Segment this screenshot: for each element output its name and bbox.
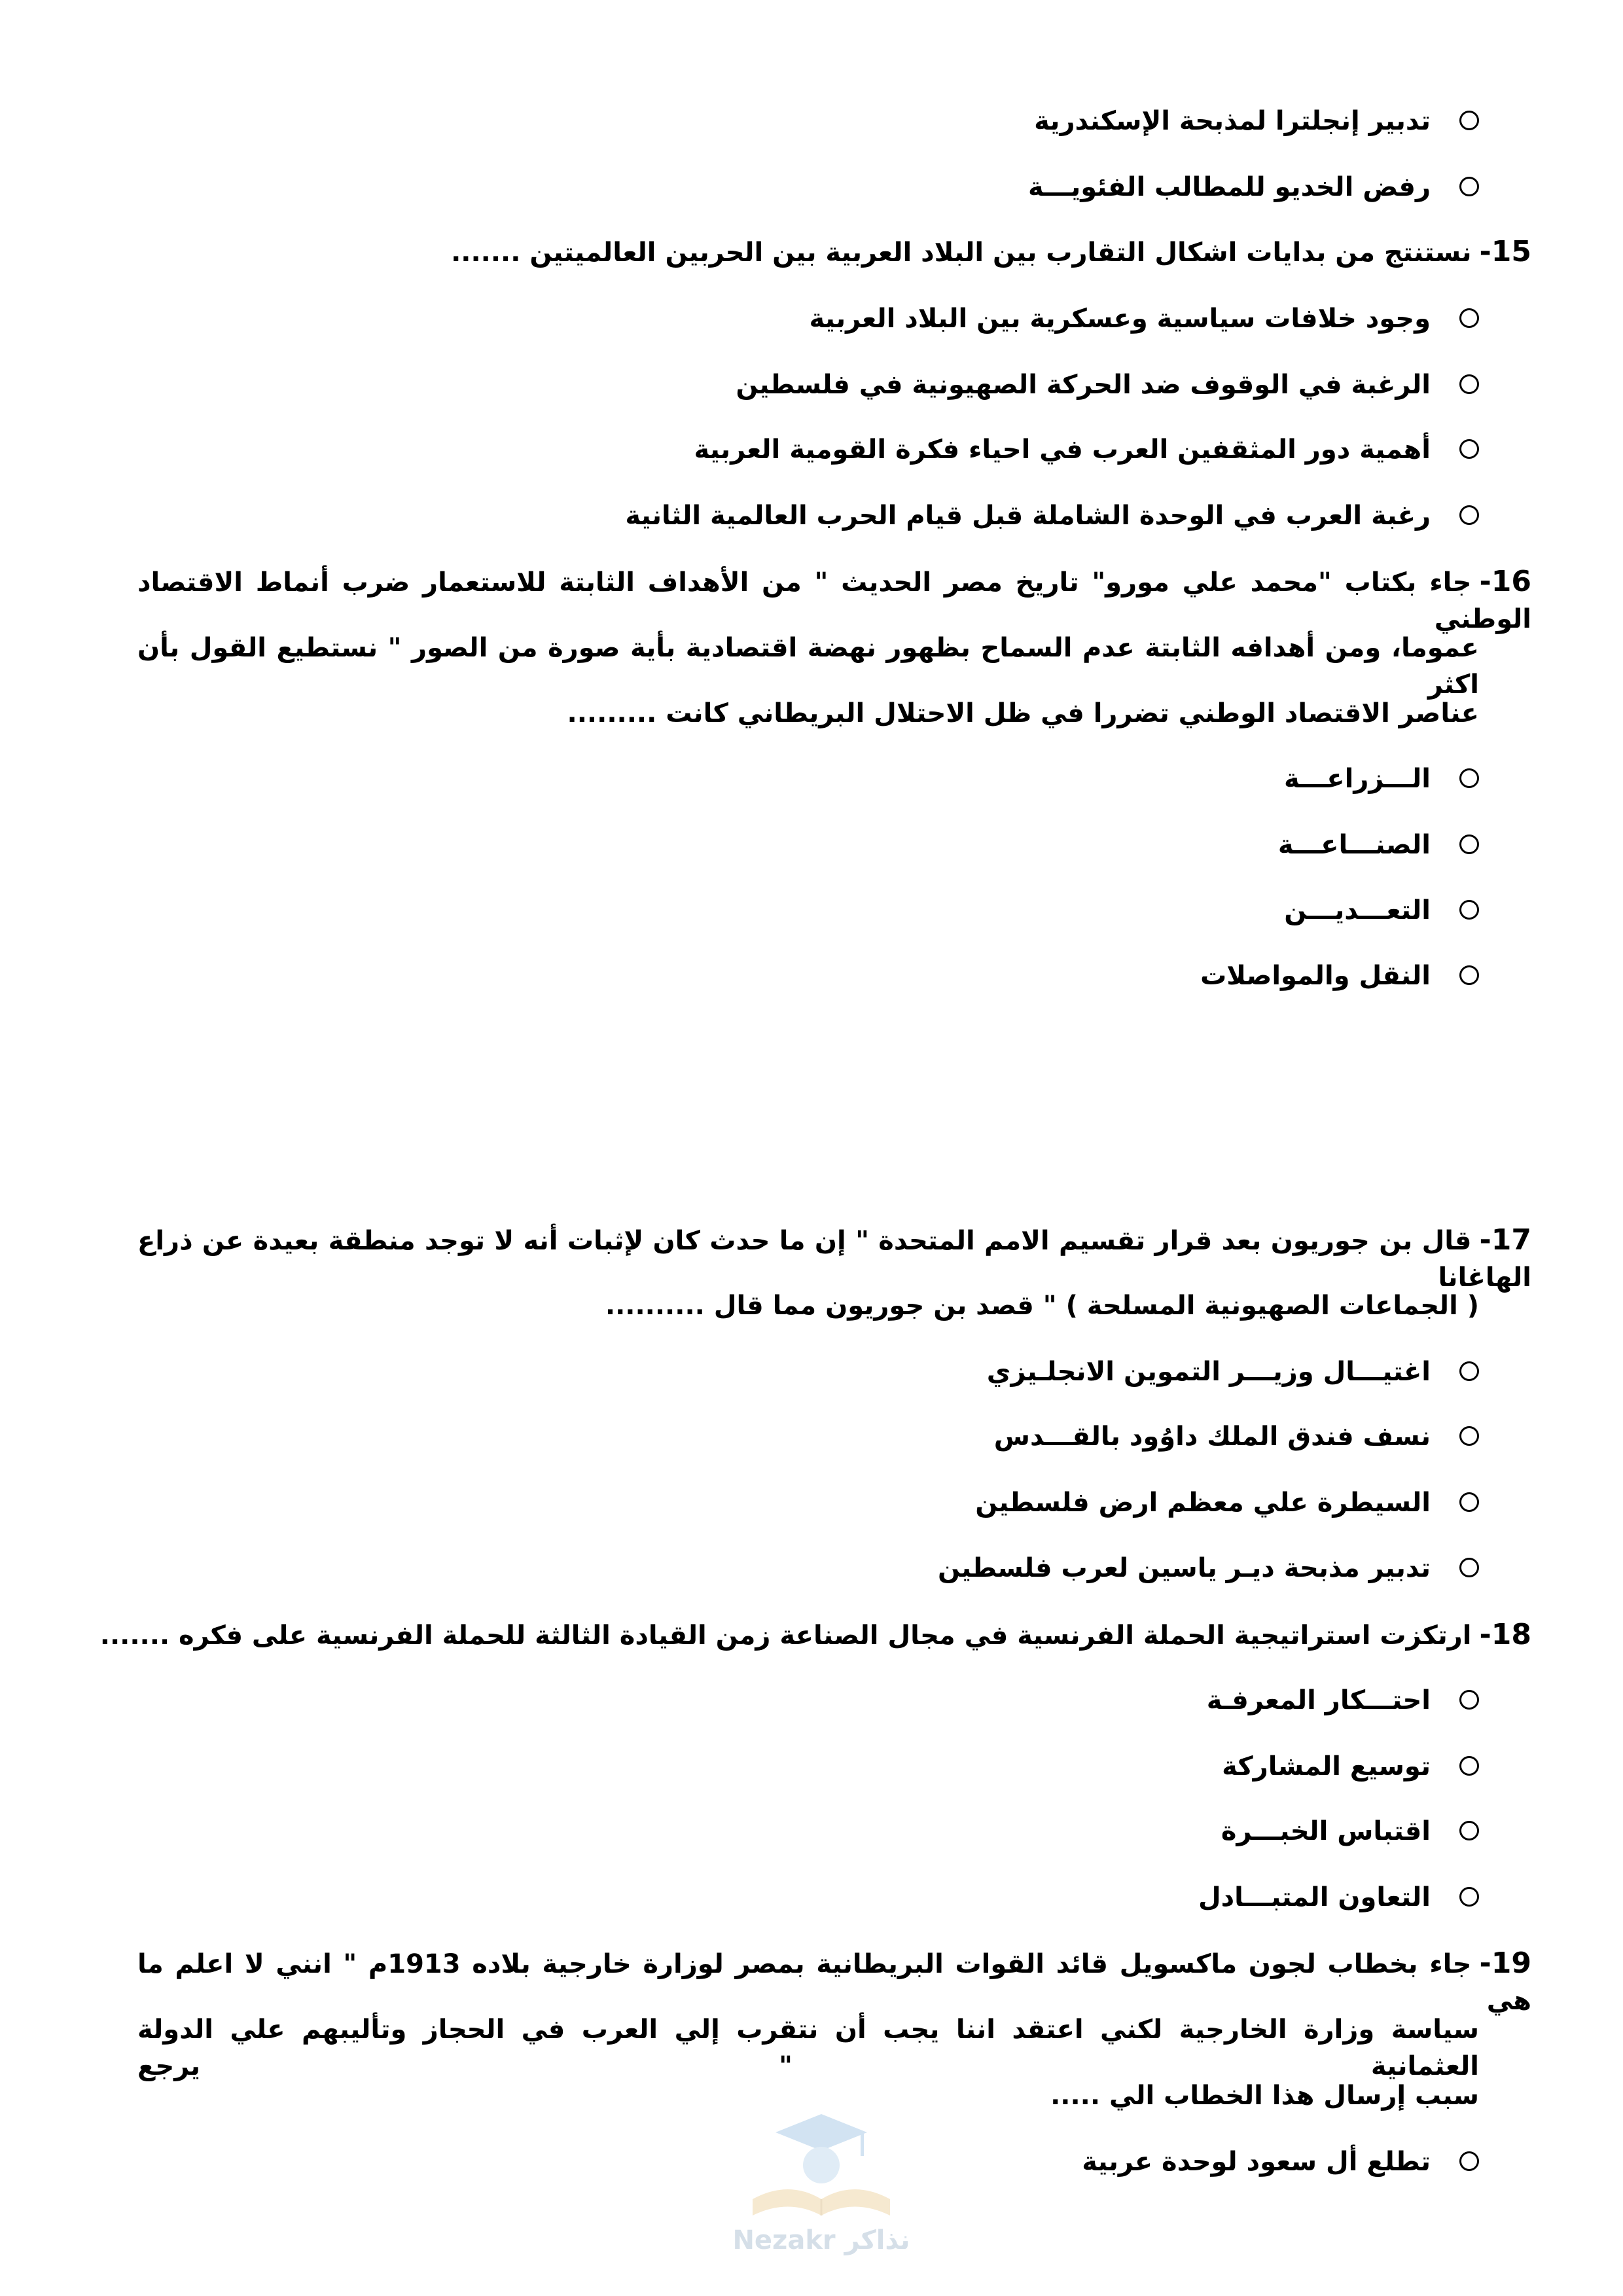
option-label: اغتيـــال وزيـــر التموين الانجلـيزي: [986, 1357, 1431, 1387]
question-number: 16-: [1479, 565, 1531, 598]
radio-circle-icon: [1459, 1558, 1479, 1577]
option-16-4[interactable]: [1200, 958, 1479, 994]
option-17-1[interactable]: [987, 1354, 1479, 1390]
question-15: [451, 234, 1531, 271]
question-16-line-3: عناصر الاقتصاد الوطني تضررا في ظل الاحتلال البريطاني كانت .........: [567, 698, 1479, 728]
radio-circle-icon: [1459, 374, 1479, 394]
option-16-2[interactable]: [1278, 827, 1479, 863]
radio-circle-icon: [1459, 2151, 1479, 2171]
option-label: رغبة العرب في الوحدة الشاملة قبل قيام الحرب العالمية الثانية: [625, 501, 1431, 531]
option-label: الرغبة في الوقوف ضد الحركة الصهيونية في فلسطين: [736, 370, 1431, 400]
option-label: النقل والمواصلات: [1200, 961, 1431, 991]
option-label: التعاون المتبـــادل: [1198, 1882, 1431, 1912]
radio-circle-icon: [1459, 1756, 1479, 1776]
option-label: تدبير إنجلترا لمذبحة الإسكندرية: [1034, 106, 1431, 136]
option-17-3[interactable]: [975, 1484, 1479, 1521]
radio-circle-icon: [1459, 768, 1479, 788]
question-19: [137, 1945, 1531, 2019]
question-text-line-1: جاء بخطاب لجون ماكسويل قائد القوات البريطانية بمصر لوزارة خارجية بلاده 1913م " انني لا اعلم ما هي: [137, 1949, 1531, 2016]
question-number: 15-: [1479, 235, 1531, 268]
option-19-1[interactable]: [1082, 2144, 1479, 2180]
radio-circle-icon: [1459, 1426, 1479, 1446]
question-17: [137, 1222, 1531, 1296]
question-text-line-1: قال بن جوريون بعد قرار تقسيم الامم المتحدة " إن ما حدث كان لإثبات أنه لا توجد منطقة بعيدة عن ذراع الهاغانا: [137, 1226, 1531, 1293]
option-15-2[interactable]: [736, 367, 1479, 403]
question-19-line-2: سياسة وزارة الخارجية لكني اعتقد اننا يجب أن نتقرب إلي العرب في الحجاز وتأليبهم علي الدولة العثمانية " يرجع: [137, 2015, 1479, 2081]
radio-circle-icon: [1459, 1492, 1479, 1512]
option-18-1[interactable]: [1207, 1682, 1479, 1719]
question-number: 17-: [1479, 1223, 1531, 1257]
question-18: [100, 1617, 1531, 1654]
watermark-text: Nezakr نذاكر: [732, 2225, 910, 2255]
option-label: الـــزراعـــة: [1284, 764, 1431, 794]
option-15-3[interactable]: [694, 431, 1479, 468]
option-label: تطلع أل سعود لوحدة عربية: [1082, 2147, 1431, 2177]
radio-circle-icon: [1459, 900, 1479, 920]
question-text: ارتكزت استراتيجية الحملة الفرنسية في مجال الصناعة زمن القيادة الثالثة للحملة الفرنسية على فكره .......: [99, 1621, 1472, 1651]
option-prev-2[interactable]: [1028, 169, 1479, 206]
question-text: نستنتج من بدايات اشكال التقارب بين البلاد العربية بين الحربين العالميتين .......: [451, 238, 1472, 268]
radio-circle-icon: [1459, 177, 1479, 196]
question-number: 19-: [1479, 1946, 1531, 1980]
option-label: التعـــديـــن: [1284, 895, 1431, 925]
radio-circle-icon: [1459, 1821, 1479, 1840]
radio-circle-icon: [1459, 965, 1479, 985]
option-label: وجود خلافات سياسية وعسكرية بين البلاد العربية: [809, 304, 1431, 334]
option-label: اقتباس الخبـــرة: [1221, 1816, 1431, 1846]
radio-circle-icon: [1459, 1690, 1479, 1710]
question-number: 18-: [1479, 1618, 1531, 1651]
option-label: رفض الخديو للمطالب الفئويـــة: [1027, 172, 1431, 202]
radio-circle-icon: [1459, 1887, 1479, 1907]
option-18-2[interactable]: [1222, 1748, 1479, 1785]
radio-circle-icon: [1459, 308, 1479, 328]
radio-circle-icon: [1459, 111, 1479, 130]
option-label: الصنـــاعـــة: [1277, 830, 1431, 860]
radio-circle-icon: [1459, 1361, 1479, 1381]
option-label: أهمية دور المثقفين العرب في احياء فكرة القومية العربية: [694, 435, 1431, 465]
graduate-book-icon: [726, 2101, 916, 2225]
radio-circle-icon: [1459, 834, 1479, 854]
question-17-line-2: ( الجماعات الصهيونية المسلحة ) " قصد بن جوريون مما قال ..........: [605, 1291, 1479, 1321]
option-label: تدبير مذبحة ديـر ياسين لعرب فلسطين: [938, 1553, 1431, 1583]
nezakr-watermark-logo: [726, 2101, 916, 2271]
question-16: [137, 564, 1531, 637]
option-16-3[interactable]: [1284, 892, 1479, 929]
option-16-1[interactable]: [1284, 761, 1479, 797]
option-18-4[interactable]: [1198, 1879, 1479, 1916]
option-18-3[interactable]: [1221, 1813, 1479, 1850]
radio-circle-icon: [1459, 505, 1479, 525]
option-label: نسف فندق الملك داوُود بالقـــدس: [993, 1422, 1431, 1452]
option-15-4[interactable]: [625, 497, 1479, 534]
option-label: احتـــكار المعرفـة: [1206, 1685, 1431, 1715]
question-16-line-2: عموما، ومن أهدافه الثابتة عدم السماح بظهور نهضة اقتصادية بأية صورة من الصور " نستطيع القول بأن اكثر: [137, 633, 1479, 700]
radio-circle-icon: [1459, 439, 1479, 459]
option-17-4[interactable]: [938, 1550, 1479, 1587]
option-prev-1[interactable]: [1034, 103, 1479, 139]
option-15-1[interactable]: [810, 300, 1479, 337]
option-label: السيطرة علي معظم ارض فلسطين: [975, 1488, 1431, 1518]
question-19-line-3: سبب إرسال هذا الخطاب الي .....: [1050, 2081, 1479, 2111]
option-label: توسيع المشاركة: [1222, 1751, 1431, 1782]
question-text-line-1: جاء بكتاب "محمد علي مورو" تاريخ مصر الحديث " من الأهداف الثابتة للاستعمار ضرب أنماط الاقتصاد الوطني: [137, 567, 1531, 634]
option-17-2[interactable]: [994, 1418, 1479, 1455]
